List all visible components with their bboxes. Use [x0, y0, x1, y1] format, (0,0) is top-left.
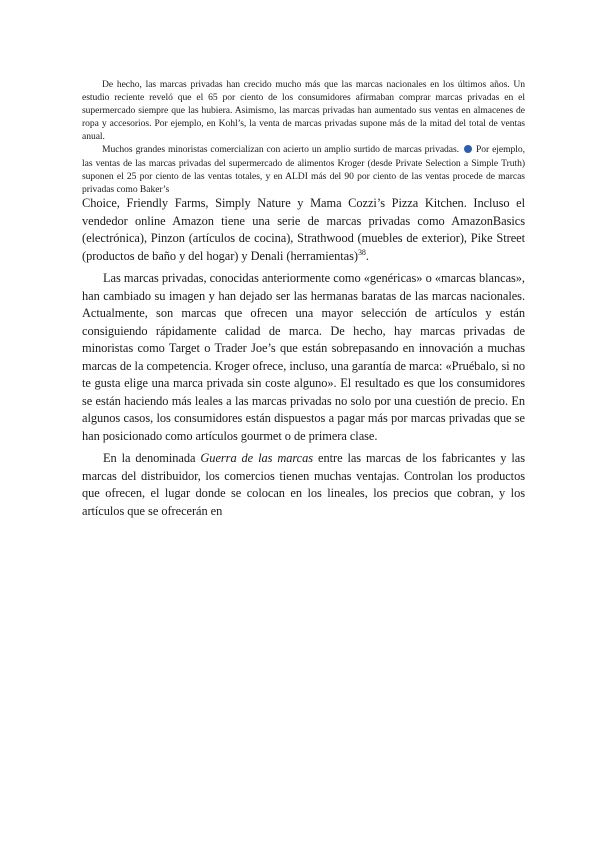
small-text-block — [82, 78, 525, 196]
large-paragraph-3 — [82, 450, 525, 520]
large-paragraph-3-end: entre las marcas de los fabricantes y las marcas del distribuidor, los comercios tienen muchas ventajas. Controlan los productos que ofrecen, el lugar donde se colocan en los lineales, los precios que cobran, y los artículos que se ofrecerán en — [82, 451, 525, 518]
large-paragraph-1 — [82, 195, 525, 265]
footnote-reference: 38 — [357, 247, 366, 257]
large-paragraph-1-end: . — [365, 248, 369, 263]
large-paragraph-3-start: En la denominada — [103, 451, 201, 465]
circle-dot-icon — [464, 145, 472, 153]
small-paragraph-2-start: Muchos grandes minoristas comercializan con acierto un amplio surtido de marcas privadas. — [102, 144, 460, 156]
italic-term: Guerra de las marcas — [200, 451, 314, 465]
large-paragraph-1-text: Choice, Friendly Farms, Simply Nature y Mama Cozzi’s Pizza Kitchen. Incluso el vendedor online Amazon tiene una serie de marcas privadas como AmazonBasics (electrónica), Pinzon (artículos de cocina), Strathwood (muebles de exterior), Pike Street (productos de baño y del hogar) y Denali (herramientas) — [82, 196, 525, 263]
large-text-block — [82, 195, 525, 520]
small-paragraph-1: De hecho, las marcas privadas han crecido mucho más que las marcas nacionales en los últimos años. Un estudio reciente reveló que el 65 por ciento de los consumidores afirmaban comprar marcas privadas en el supermercado siempre que las hubiera. Asimismo, las marcas privadas han aumentado sus ventas en almacenes de ropa y accesorios. Por ejemplo, en Kohl’s, la venta de marcas privadas supone más de la mitad del total de ventas anual. — [82, 79, 525, 143]
small-paragraph-2 — [82, 143, 525, 195]
large-paragraph-2: Las marcas privadas, conocidas anteriormente como «genéricas» o «marcas blancas», han cambiado su imagen y han dejado ser las hermanas baratas de las marcas nacionales. Actualmente, son marcas que ofrecen una mayor selección de artículos y están consiguiendo rápidamente calidad de marca. De hecho, hay marcas privadas de minoristas como Target o Trader Joe’s que están sobrepasando en innovación a muchas marcas de la competencia. Kroger ofrece, incluso, una garantía de marca: «Pruébalo, si no te gusta elige una marca privada sin coste alguno». El resultado es que los consumidores se están haciendo más leales a las marcas privadas no solo por una cuestión de precio. En algunos casos, los consumidores están dispuestos a pagar más por marcas privadas que se han posicionado como artículos gourmet o de primera clase. — [82, 271, 525, 443]
small-paragraph-2-end: Por ejemplo, las ventas de las marcas privadas del supermercado de alimentos Kroger (desde Private Selection a Simple Truth) suponen el 25 por ciento de las ventas totales, y en ALDI más del 90 por ciento de las ventas procede de marcas privadas como Baker’s — [82, 144, 525, 195]
